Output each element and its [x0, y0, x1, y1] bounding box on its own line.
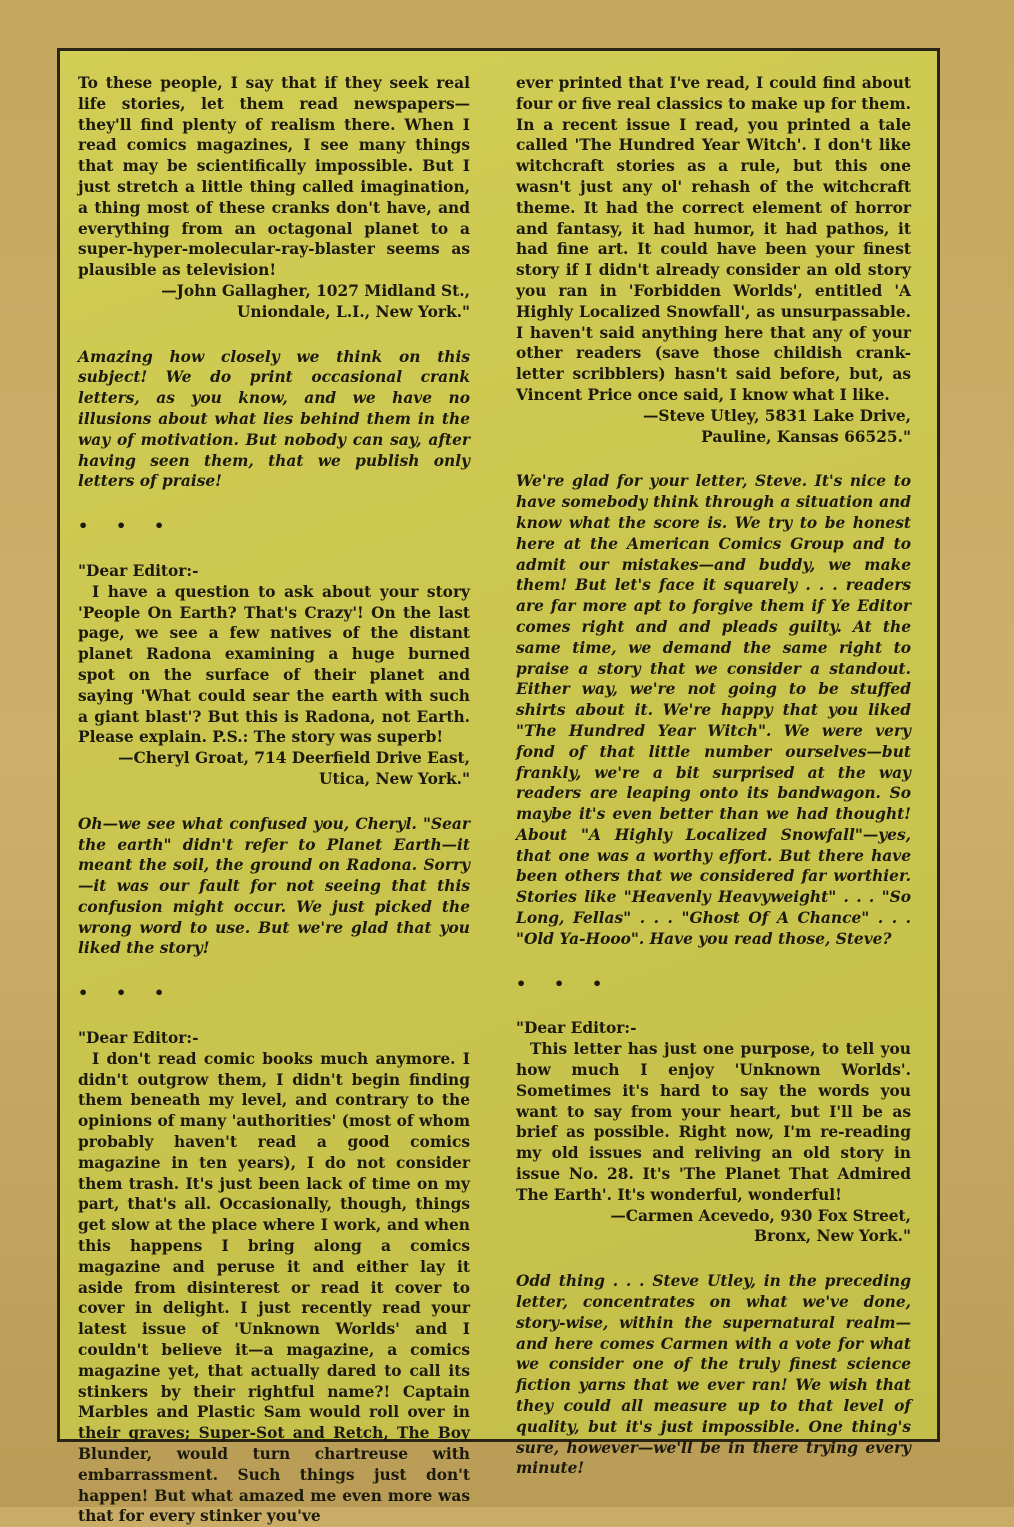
- letter-4-body: This letter has just one purpose, to tell you how much I enjoy 'Unknown Worlds'. Sometimes it's hard to say the words you want to say from your heart, but I'll be as brief as possible. Right now, I'm re-reading my old issues and reliving an old story in issue No. 28. It's 'The Planet That Admired The Earth'. It's wonderful, wonderful!: [516, 1040, 911, 1204]
- signature-4-name: —Carmen Acevedo, 930 Fox Street,: [610, 1206, 911, 1225]
- letter-3-continuation: ever printed that I've read, I could find about four or five real classics to make up for them. In a recent issue I read, you printed a tale called 'The Hundred Year Witch'. I don't like witchcraft stories as a rule, but this one wasn't just any ol' rehash of the witchcraft theme. It had the correct element of horror and fantasy, it had humor, it had pathos, it had fine art. It could have been your finest story if I didn't already consider an old story you ran in 'Forbidden Worlds', entitled 'A Highly Localized Snowfall', as unsurpassable. I haven't said anything here that any of your other readers (save those childish crank-letter scribblers) hasn't said before, but, as Vincent Price once said, I know what I like.: [516, 74, 911, 404]
- signature-2-name: —Cheryl Groat, 714 Deerfield Drive East,: [118, 749, 470, 768]
- signature-2-city: Utica, New York.": [319, 769, 470, 788]
- separator-stars-2: • • •: [78, 983, 165, 1003]
- left-column: [78, 73, 470, 1527]
- salutation-4: "Dear Editor:-: [516, 1019, 637, 1038]
- salutation-2: "Dear Editor:-: [78, 561, 199, 580]
- editor-reply-3: We're glad for your letter, Steve. It's nice to have somebody think through a situation and know what the score is. We try to be honest here at the American Comics Group and to admit our mistakes—and buddy, we make them! But let's face it squarely . . . readers are far more apt to forgive them if Ye Editor comes right and and pleads guilty. At the same time, we demand the same right to praise a story that we consider a standout. Either way, we're not going to be stuffed shirts about it. We're happy that you liked "The Hundred Year Witch". We were very fond of that little number ourselves—but frankly, we're a bit surprised at the way readers are leaping onto its bandwagon. So maybe it's even better than we had thought! About "A Highly Localized Snowfall"—yes, that one was a worthy effort. But there have been others that we considered far worthier. Stories like "Heavenly Heavyweight" . . . "So Long, Fellas" . . . "Ghost Of A Chance" . . . "Old Ya-Hooo". Have you read those, Steve?: [516, 472, 911, 948]
- letter-2-body: I have a question to ask about your story 'People On Earth? That's Crazy'! On the last page, we see a few natives of the distant planet Radona examining a huge burned spot on the surface of their planet and saying 'What could sear the earth with such a giant blast'? But this is Radona, not Earth. Please explain. P.S.: The story was superb!: [78, 582, 470, 747]
- editor-reply-2: Oh—we see what confused you, Cheryl. "Sear the earth" didn't refer to Planet Earth—it meant the soil, the ground on Radona. Sorry—it was our fault for not seeing that this confusion might occur. We just picked the wrong word to use. But we're glad that you liked the story!: [78, 814, 470, 958]
- signature-3-city: Pauline, Kansas 66525.": [701, 427, 911, 446]
- signature-1-city: Uniondale, L.I., New York.": [237, 302, 470, 321]
- signature-1-name: —John Gallagher, 1027 Midland St.,: [161, 281, 470, 300]
- signature-4-city: Bronx, New York.": [754, 1227, 911, 1246]
- separator-stars-1: • • •: [78, 516, 165, 536]
- editor-reply-1: Amazing how closely we think on this subject! We do print occasional crank letters, as you know, and we have no illusions about what lies behind them in the way of motivation. But nobody can say, after having seen them, that we publish only letters of praise!: [78, 347, 470, 491]
- signature-3-name: —Steve Utley, 5831 Lake Drive,: [642, 406, 911, 425]
- right-column: [516, 73, 911, 1479]
- salutation-3: "Dear Editor:-: [78, 1029, 199, 1048]
- letter-1-ending: To these people, I say that if they seek real life stories, let them read newspapers—they'll find plenty of realism there. When I read comics magazines, I see many things that may be scientifically impossible. But I just stretch a little thing called imagination, a thing most of these cranks don't have, and everything from an octagonal planet to a super-hyper-molecular-ray-blaster seems as plausible as television!: [78, 74, 470, 280]
- letter-3-body: I don't read comic books much anymore. I didn't outgrow them, I didn't begin finding them beneath my level, and contrary to the opinions of many 'authorities' (most of whom probably haven't read a good comics magazine in ten years), I do not consider them trash. It's just been lack of time on my part, that's all. Occasionally, though, things get slow at the place where I work, and when this happens I bring along a comics magazine and peruse it and either lay it aside from disinterest or read it cover to cover in delight. I just recently read your latest issue of 'Unknown Worlds' and I couldn't believe it—a magazine, a comics magazine yet, that actually dared to call its stinkers by their rightful name?! Captain Marbles and Plastic Sam would roll over in their graves; Super-Sot and Retch, The Boy Blunder, would turn chartreuse with embarrassment. Such things just don't happen! But what amazed me even more was that for every stinker you've: [78, 1049, 470, 1526]
- letters-panel: [57, 48, 940, 1526]
- separator-stars-3: • • •: [516, 973, 603, 993]
- editor-reply-4: Odd thing . . . Steve Utley, in the preceding letter, concentrates on what we've done, story-wise, within the supernatural realm—and here comes Carmen with a vote for what we consider one of the truly finest science fiction yarns that we ever ran! We wish that they could all measure up to that level of quality, but it's just impossible. One thing's sure, however—we'll be in there trying every minute!: [516, 1272, 911, 1478]
